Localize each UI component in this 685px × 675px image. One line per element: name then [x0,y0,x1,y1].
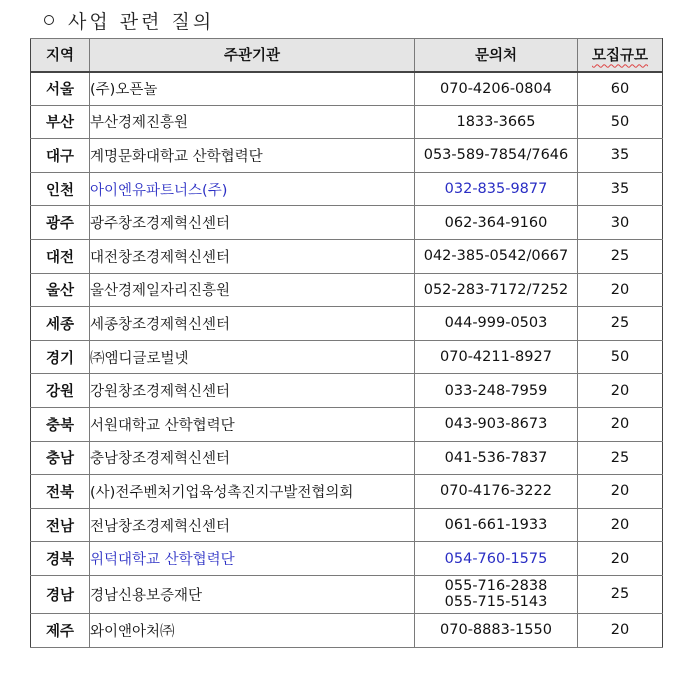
table-row [31,441,663,475]
cell-recruit-size: 35 [578,139,663,173]
phone-number: 044-999-0503 [444,315,548,332]
section-heading [44,6,214,34]
circle-bullet-icon [44,15,54,25]
cell-contact[interactable] [415,542,578,576]
cell-contact [415,340,578,374]
phone-number: 070-4211-8927 [440,349,552,366]
cell-region: 경북 [31,542,90,576]
cell-recruit-size: 20 [578,374,663,408]
table-row [31,613,663,647]
cell-recruit-size: 20 [578,407,663,441]
cell-contact [415,139,578,173]
phone-number: 033-248-7959 [444,382,548,399]
cell-contact [415,508,578,542]
phone-number: 1833-3665 [456,113,536,130]
table-row [31,273,663,307]
cell-organization: (주)오픈놀 [90,72,415,106]
table-row [31,206,663,240]
cell-contact [415,105,578,139]
phone-number: 061-661-1933 [444,517,548,534]
table-row [31,542,663,576]
table-row [31,239,663,273]
cell-region: 세종 [31,307,90,341]
cell-contact [415,374,578,408]
section-title: 사업 관련 질의 [68,10,215,33]
phone-number: 070-4176-3222 [440,483,552,500]
cell-organization[interactable]: 아이엔유파트너스(주) [90,172,415,206]
cell-organization: 광주창조경제혁신센터 [90,206,415,240]
cell-contact [415,407,578,441]
cell-region: 울산 [31,273,90,307]
cell-region: 전남 [31,508,90,542]
phone-number[interactable]: 032-835-9877 [444,181,548,198]
contact-table [30,38,663,648]
cell-region: 인천 [31,172,90,206]
table-row [31,72,663,106]
phone-number: 043-903-8673 [444,416,548,433]
column-header-region: 지역 [31,39,90,72]
cell-recruit-size: 30 [578,206,663,240]
cell-recruit-size: 25 [578,239,663,273]
cell-recruit-size: 25 [578,307,663,341]
column-header-recruit-size: 모집규모 [578,39,663,72]
cell-recruit-size: 20 [578,613,663,647]
cell-contact [415,441,578,475]
table-row [31,374,663,408]
table-row [31,508,663,542]
cell-recruit-size: 60 [578,72,663,106]
cell-recruit-size: 20 [578,475,663,509]
cell-organization: 울산경제일자리진흥원 [90,273,415,307]
phone-number: 055-716-2838 [444,578,548,595]
cell-organization: 경남신용보증재단 [90,575,415,613]
column-header-organization: 주관기관 [90,39,415,72]
cell-region: 충남 [31,441,90,475]
cell-contact [415,475,578,509]
cell-contact [415,613,578,647]
table-row [31,172,663,206]
cell-organization: 충남창조경제혁신센터 [90,441,415,475]
cell-organization: ㈜엠디글로벌넷 [90,340,415,374]
phone-number: 053-589-7854/7646 [423,147,569,164]
column-header-contact: 문의처 [415,39,578,72]
cell-organization: 와이앤아처㈜ [90,613,415,647]
cell-region: 전북 [31,475,90,509]
cell-contact [415,273,578,307]
cell-recruit-size: 25 [578,575,663,613]
cell-recruit-size: 20 [578,273,663,307]
cell-region: 충북 [31,407,90,441]
cell-organization: 계명문화대학교 산학협력단 [90,139,415,173]
cell-contact [415,575,578,613]
table-row [31,139,663,173]
cell-region: 대구 [31,139,90,173]
cell-contact[interactable] [415,172,578,206]
cell-organization: 서원대학교 산학협력단 [90,407,415,441]
cell-recruit-size: 50 [578,340,663,374]
phone-number: 042-385-0542/0667 [423,248,569,265]
table-row [31,105,663,139]
table-header-row [31,39,663,72]
cell-recruit-size: 20 [578,508,663,542]
cell-organization: 강원창조경제혁신센터 [90,374,415,408]
cell-organization: (사)전주벤처기업육성촉진지구발전협의회 [90,475,415,509]
cell-contact [415,206,578,240]
cell-region: 광주 [31,206,90,240]
table-row [31,575,663,613]
table-body [31,72,663,648]
cell-organization: 대전창조경제혁신센터 [90,239,415,273]
phone-number[interactable]: 054-760-1575 [444,550,548,567]
cell-organization: 세종창조경제혁신센터 [90,307,415,341]
table-row [31,475,663,509]
table-row [31,307,663,341]
table-row [31,340,663,374]
cell-recruit-size: 25 [578,441,663,475]
phone-number: 070-4206-0804 [440,80,552,97]
table-row [31,407,663,441]
cell-organization: 부산경제진흥원 [90,105,415,139]
phone-number: 041-536-7837 [444,449,548,466]
cell-region: 대전 [31,239,90,273]
phone-number: 070-8883-1550 [440,622,552,639]
cell-organization: 전남창조경제혁신센터 [90,508,415,542]
cell-organization[interactable]: 위덕대학교 산학협력단 [90,542,415,576]
cell-region: 강원 [31,374,90,408]
cell-recruit-size: 50 [578,105,663,139]
cell-region: 서울 [31,72,90,106]
cell-contact [415,239,578,273]
cell-recruit-size: 35 [578,172,663,206]
phone-number: 052-283-7172/7252 [423,281,569,298]
cell-region: 경남 [31,575,90,613]
phone-number: 055-715-5143 [444,594,548,611]
phone-number: 062-364-9160 [444,214,548,231]
cell-recruit-size: 20 [578,542,663,576]
cell-region: 경기 [31,340,90,374]
cell-contact [415,72,578,106]
cell-region: 제주 [31,613,90,647]
cell-contact [415,307,578,341]
cell-region: 부산 [31,105,90,139]
